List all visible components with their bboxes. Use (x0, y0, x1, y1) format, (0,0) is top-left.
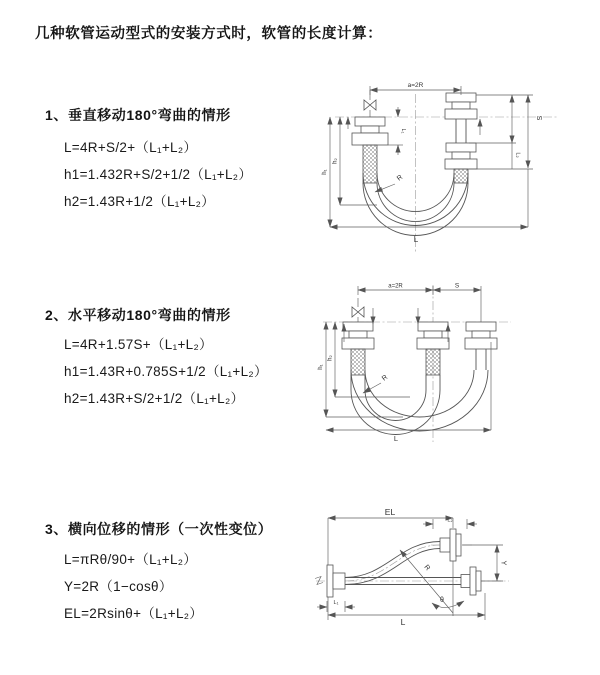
dim-label-a2r: a=2R (407, 82, 424, 89)
hose-assembly (342, 298, 497, 435)
diagram-1-vertical-180-bend (313, 76, 600, 266)
diagram-3-lateral-displacement (311, 503, 600, 638)
left-flange (342, 322, 374, 375)
section-1-formula-h1: h1=1.432R+S/2+1/2（L₁+L₂） (64, 167, 253, 182)
dim-label-l: L (400, 617, 406, 627)
dim-label-l: L (413, 235, 419, 244)
valve-icon (364, 100, 376, 110)
dim-label-h2: h₂ (327, 355, 334, 361)
dim-label-y: Y (499, 560, 507, 566)
section-2-formula-h2: h2=1.43R+S/2+1/2（L₁+L₂） (64, 391, 245, 406)
dim-label-l1: L₁ (400, 128, 406, 134)
radius-label: R (422, 563, 432, 573)
section-1-formula-h2: h2=1.43R+1/2（L₁+L₂） (64, 194, 215, 209)
radius-label: R (395, 173, 405, 183)
raised-flange (440, 529, 461, 561)
page-title: 几种软管运动型式的安装方式时，软管的长度计算： (35, 26, 383, 42)
angle-label: θ (440, 597, 444, 604)
section-3-formula-el: EL=2Rsinθ+（L₁+L₂） (64, 606, 204, 621)
right-flange (461, 567, 481, 595)
dim-label-l1: L₁ (333, 600, 339, 606)
hose-assembly (315, 529, 481, 597)
section-2-formula-l: L=4R+1.57S+（L₁+L₂） (64, 337, 213, 352)
s-curve-hose (345, 542, 440, 585)
section-3-formula-y: Y=2R（1−cosθ） (64, 579, 173, 594)
u-bend-hose (351, 370, 488, 435)
section-1-formula-l: L=4R+S/2+（L₁+L₂） (64, 140, 198, 155)
dim-label-l2: L₂ (514, 152, 521, 158)
section-2-formula-h1: h1=1.43R+0.785S+1/2（L₁+L₂） (64, 364, 268, 379)
right-flange-lower (445, 143, 477, 183)
section-3-formula-l: L=πRθ/90+（L₁+L₂） (64, 552, 198, 567)
left-flange (352, 117, 388, 183)
break-mark (315, 577, 323, 585)
section-2-heading: 2、水平移动180°弯曲的情形 (45, 307, 231, 323)
dim-label-l: L (393, 434, 399, 443)
dim-label-h1: h₁ (322, 169, 328, 175)
radius-label: R (380, 373, 390, 383)
middle-flange (417, 322, 449, 375)
section-3-heading: 3、横向位移的情形（一次性变位） (45, 521, 273, 537)
dimensions-top (358, 283, 481, 323)
dimensions (322, 82, 542, 244)
section-1-heading: 1、垂直移动180°弯曲的情形 (45, 107, 231, 123)
dim-label-h2: h₂ (332, 158, 339, 164)
dimensions (317, 507, 507, 627)
dim-label-h1: h₁ (318, 364, 324, 370)
right-flange-upper (445, 93, 477, 143)
dim-label-s: S (535, 115, 542, 121)
hose-assembly (348, 90, 480, 236)
dim-label-l2: L₂ (447, 517, 453, 524)
diagram-2-horizontal-180-bend (311, 282, 600, 450)
dim-label-s: S (454, 282, 460, 290)
right-flange-moved (465, 322, 497, 370)
dim-label-el: EL (384, 507, 396, 517)
valve-icon (352, 307, 364, 317)
dim-label-a2r: a=2R (388, 283, 403, 290)
radius-line (400, 550, 453, 613)
